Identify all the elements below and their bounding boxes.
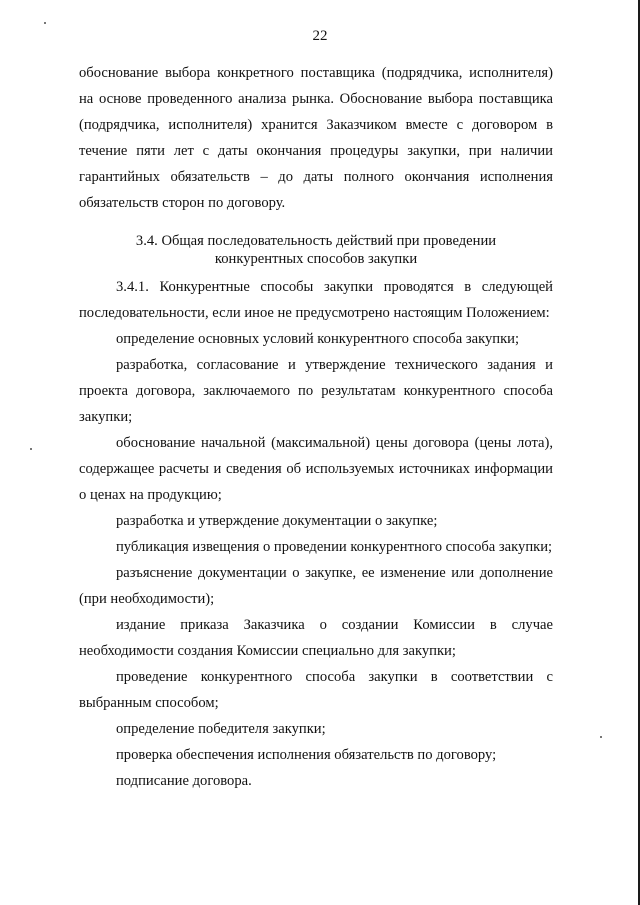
list-item: проверка обеспечения исполнения обязательств по договору; (116, 747, 497, 763)
list-item: обоснование начальной (максимальной) цены договора (цены лота), содержащее расчеты и сведения об используемых источниках информации о ценах на продукцию; (79, 435, 553, 503)
section-heading (79, 232, 553, 268)
scan-speck (30, 448, 32, 450)
list-item: публикация извещения о проведении конкурентного способа закупки; (116, 539, 553, 555)
list-item: подписание договора. (116, 773, 252, 789)
list-item: определение победителя закупки; (116, 721, 326, 737)
intro-paragraph-block (79, 60, 553, 216)
list-item: разработка и утверждение документации о закупке; (116, 513, 438, 529)
section-heading-line-1: 3.4. Общая последовательность действий при проведении (135, 233, 497, 249)
list-item: издание приказа Заказчика о создании Комиссии в случае необходимости создания Комиссии специально для закупки; (79, 617, 553, 659)
scan-speck (44, 22, 46, 24)
list-item: определение основных условий конкурентного способа закупки; (116, 331, 520, 347)
section-body (79, 274, 553, 794)
list-item: разработка, согласование и утверждение технического задания и проекта договора, заключаемого по результатам конкурентного способа закупки; (79, 357, 553, 425)
intro-paragraph: обоснование выбора конкретного поставщика (подрядчика, исполнителя) на основе проведенного анализа рынка. Обоснование выбора поставщика (подрядчика, исполнителя) хранится Заказчиком вместе с договором в течение пяти лет с даты окончания процедуры закупки, при наличии гарантийных обязательств – до даты полного окончания исполнения обязательств сторон по договору. (79, 65, 553, 211)
scan-speck (600, 736, 602, 738)
list-item: разъяснение документации о закупке, ее изменение или дополнение (при необходимости); (79, 565, 553, 607)
page-number: 22 (312, 28, 328, 44)
section-heading-line-2: конкурентных способов закупки (214, 251, 418, 267)
list-item: проведение конкурентного способа закупки в соответствии с выбранным способом; (79, 669, 553, 711)
section-lead-paragraph: 3.4.1. Конкурентные способы закупки проводятся в следующей последовательности, если иное не предусмотрено настоящим Положением: (79, 279, 553, 321)
